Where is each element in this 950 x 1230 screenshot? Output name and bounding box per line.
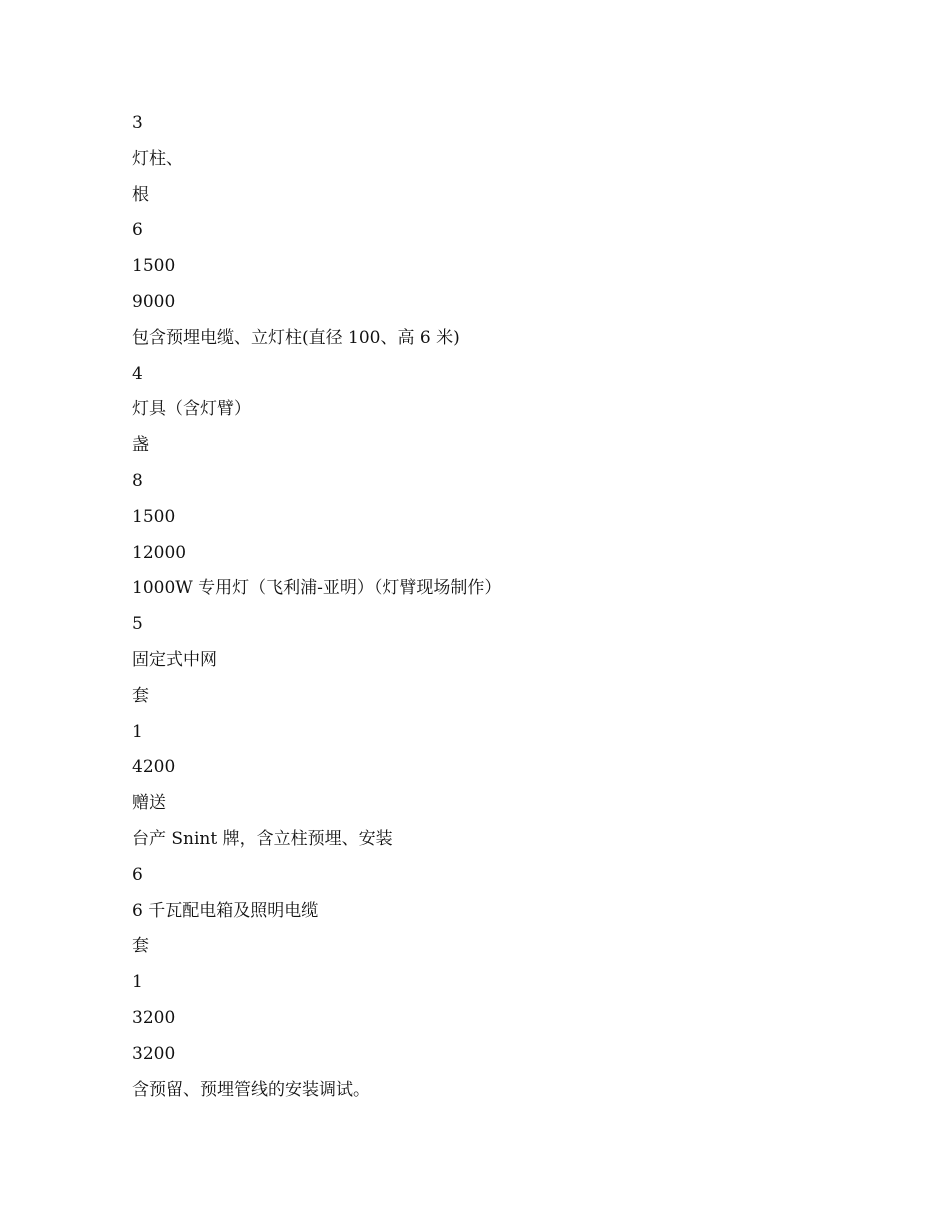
row-5-note: 台产 Snint 牌，含立柱预埋、安装 <box>132 828 393 849</box>
row-4-unit: 盏 <box>132 435 149 456</box>
row-5-item: 固定式中网 <box>132 649 217 670</box>
row-5-index: 5 <box>132 614 143 635</box>
row-3-quantity: 6 <box>132 220 143 241</box>
row-6-unit: 套 <box>132 936 149 957</box>
document-body <box>132 113 892 1115</box>
row-4-note: 1000W 专用灯（飞利浦-亚明）（灯臂现场制作） <box>132 578 502 599</box>
row-3-note: 包含预埋电缆、立灯柱(直径 100、高 6 米) <box>132 327 460 348</box>
row-6-unit-price: 3200 <box>132 1007 176 1028</box>
row-3-total: 9000 <box>132 291 176 312</box>
row-4-total: 12000 <box>132 542 187 563</box>
row-4-index: 4 <box>132 363 143 384</box>
row-5-unit-price: 4200 <box>132 757 176 778</box>
row-3-index: 3 <box>132 113 143 133</box>
row-4-item: 灯具（含灯臂） <box>132 399 251 420</box>
row-5-unit: 套 <box>132 685 149 706</box>
row-6-item: 6 千瓦配电箱及照明电缆 <box>132 900 319 921</box>
row-3-unit: 根 <box>132 184 149 205</box>
row-6-quantity: 1 <box>132 972 143 993</box>
row-3-item: 灯柱、 <box>132 148 183 169</box>
row-5-quantity: 1 <box>132 721 143 742</box>
row-6-total: 3200 <box>132 1043 176 1064</box>
row-3-unit-price: 1500 <box>132 256 176 277</box>
row-5-total: 赠送 <box>132 793 166 814</box>
row-6-note: 含预留、预埋管线的安装调试。 <box>132 1079 370 1100</box>
row-4-quantity: 8 <box>132 470 143 491</box>
row-6-index: 6 <box>132 864 143 885</box>
row-4-unit-price: 1500 <box>132 506 176 527</box>
